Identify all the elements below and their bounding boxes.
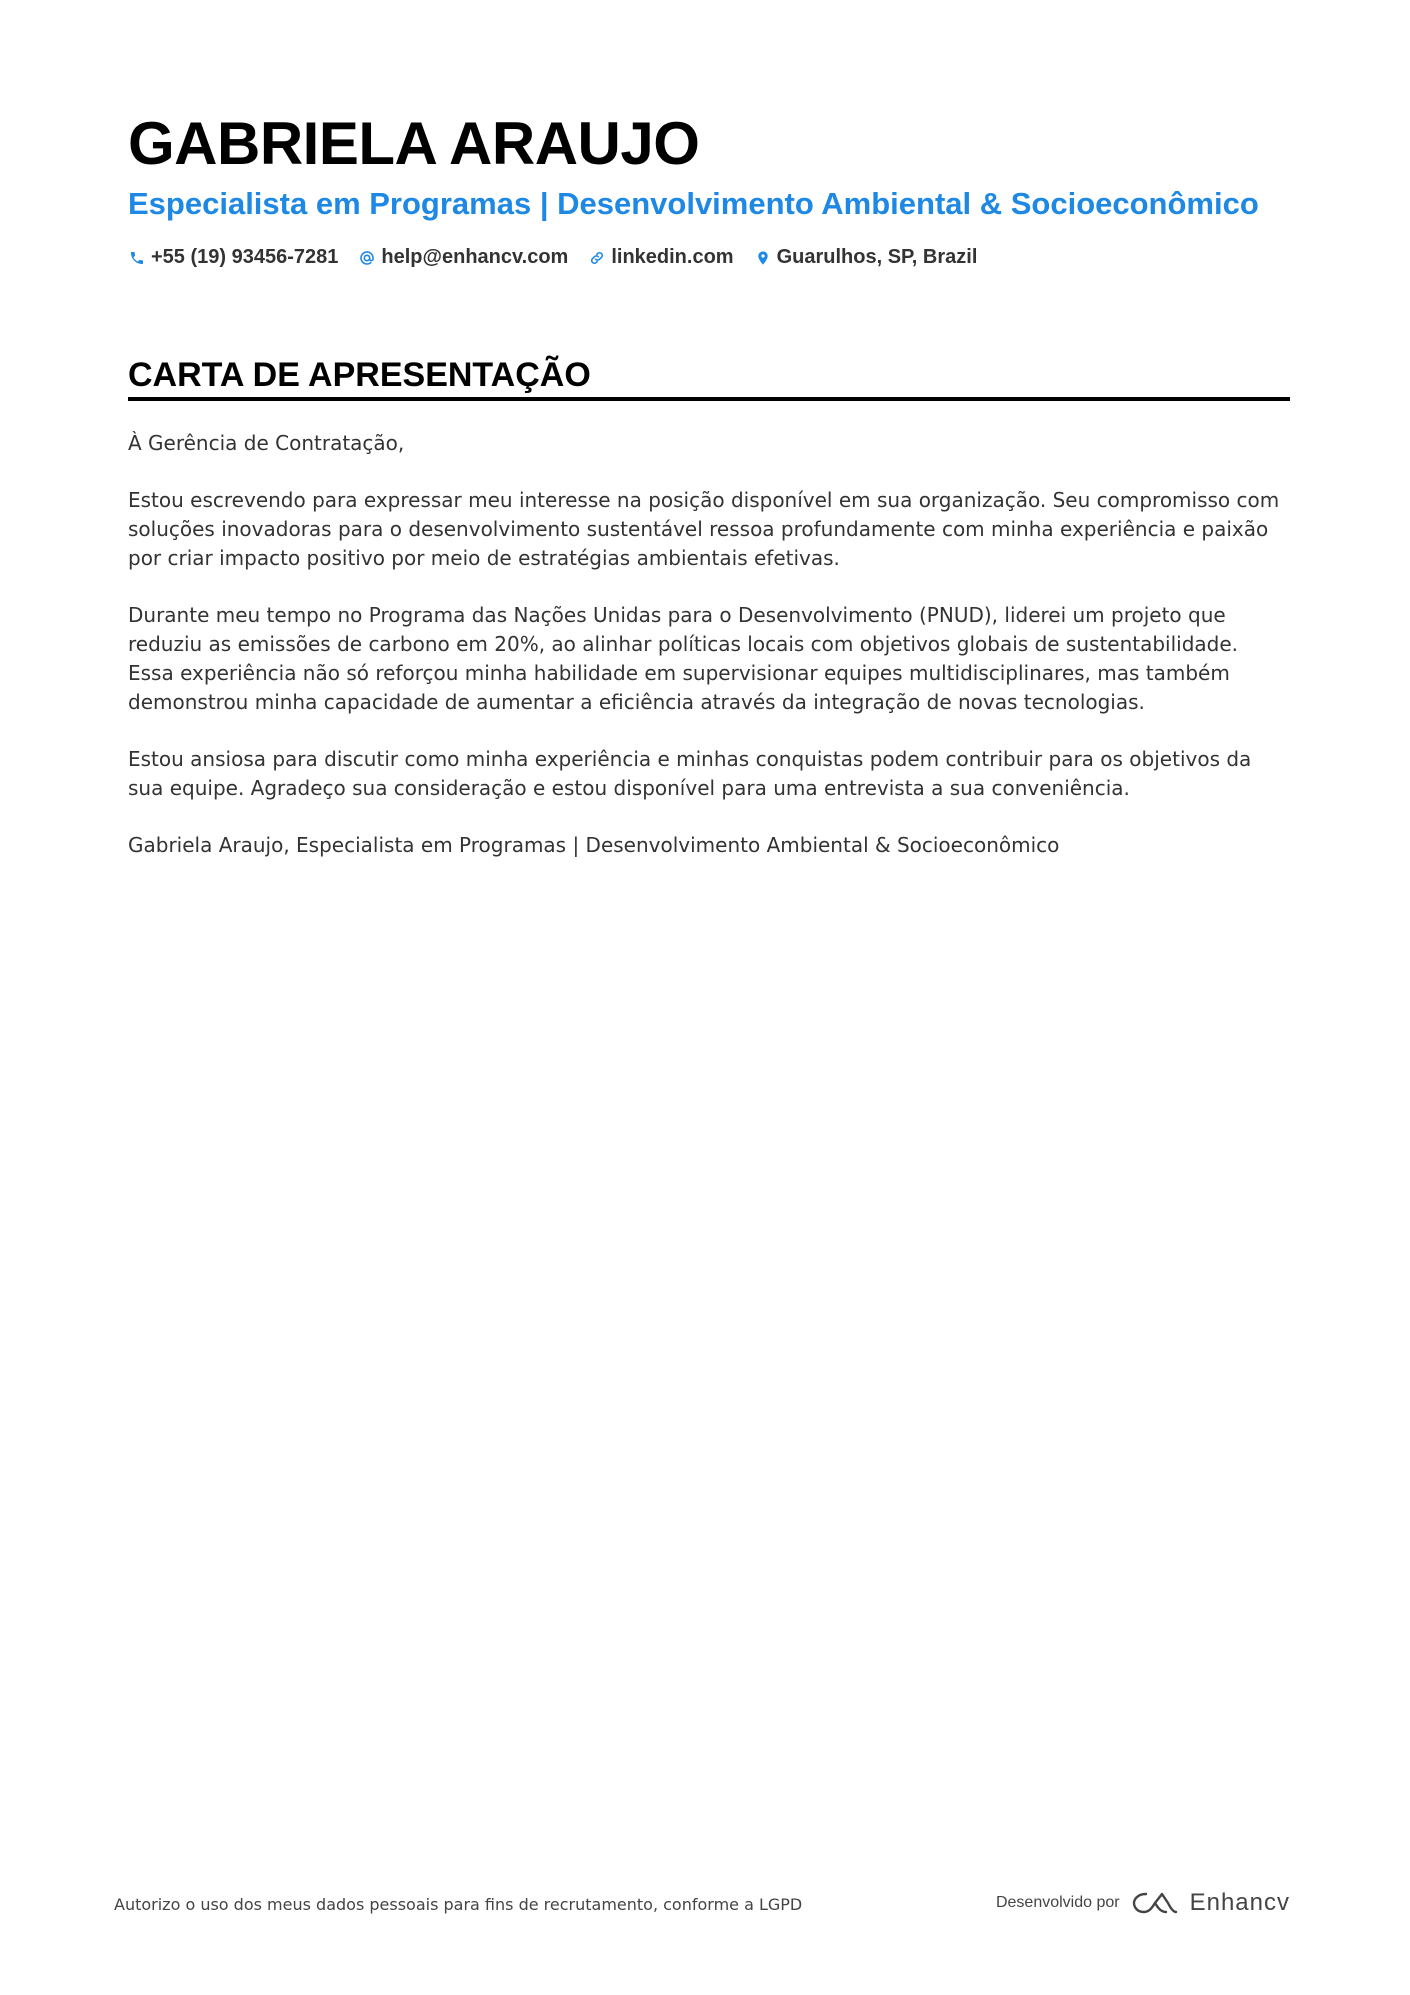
letter-paragraph-1: Estou escrevendo para expressar meu interesse na posição disponível em sua organização. Seu compromisso com soluções inovadoras para o desenvolvimento sustentável ressoa profundamente com minha experiência e paixão por criar impacto positivo por meio de estratégias ambientais efetivas. — [128, 488, 1280, 570]
letter-salutation: À Gerência de Contratação, — [128, 431, 405, 455]
letter-signature: Gabriela Araujo, Especialista em Programas | Desenvolvimento Ambiental & Socioeconômico — [128, 833, 1060, 857]
footer-consent: Autorizo o uso dos meus dados pessoais para fins de recrutamento, conforme a LGPD — [114, 1895, 803, 1914]
contact-location — [754, 246, 978, 269]
contact-email-text: help@enhancv.com — [381, 246, 569, 268]
contact-link[interactable] — [588, 246, 733, 269]
candidate-name: GABRIELA ARAUJO — [128, 110, 700, 177]
contact-bar — [128, 246, 1290, 269]
contact-email[interactable] — [358, 246, 568, 269]
enhancv-logo-icon — [1132, 1890, 1178, 1916]
letter-paragraph-3: Estou ansiosa para discutir como minha experiência e minhas conquistas podem contribuir para os objetivos da sua equipe. Agradeço sua consideração e estou disponível para uma entrevista a sua conveniência. — [128, 747, 1252, 800]
contact-phone-text: +55 (19) 93456-7281 — [151, 246, 339, 268]
contact-location-text: Guarulhos, SP, Brazil — [776, 246, 978, 268]
enhancv-wordmark: Enhancv — [1189, 1889, 1290, 1916]
letter-body — [128, 429, 1290, 860]
powered-by-label: Desenvolvido por — [995, 1894, 1120, 1911]
at-icon — [358, 249, 376, 267]
contact-link-text: linkedin.com — [611, 246, 734, 268]
contact-phone[interactable] — [128, 246, 338, 269]
map-pin-icon — [754, 249, 772, 267]
cover-letter-page — [128, 108, 1290, 888]
section-title: CARTA DE APRESENTAÇÃO — [128, 355, 1290, 401]
link-icon — [588, 249, 606, 267]
candidate-headline: Especialista em Programas | Desenvolvimento Ambiental & Socioeconômico — [128, 186, 1259, 221]
footer-brand[interactable] — [996, 1889, 1290, 1917]
phone-icon — [128, 249, 146, 267]
letter-paragraph-2: Durante meu tempo no Programa das Nações Unidas para o Desenvolvimento (PNUD), liderei um projeto que reduziu as emissões de carbono em 20%, ao alinhar políticas locais com objetivos globais de sustentabilidade. Essa experiência não só reforçou minha habilidade em supervisionar equipes multidisciplinares, mas também demonstrou minha capacidade de aumentar a eficiência através da integração de novas tecnologias. — [128, 603, 1239, 714]
